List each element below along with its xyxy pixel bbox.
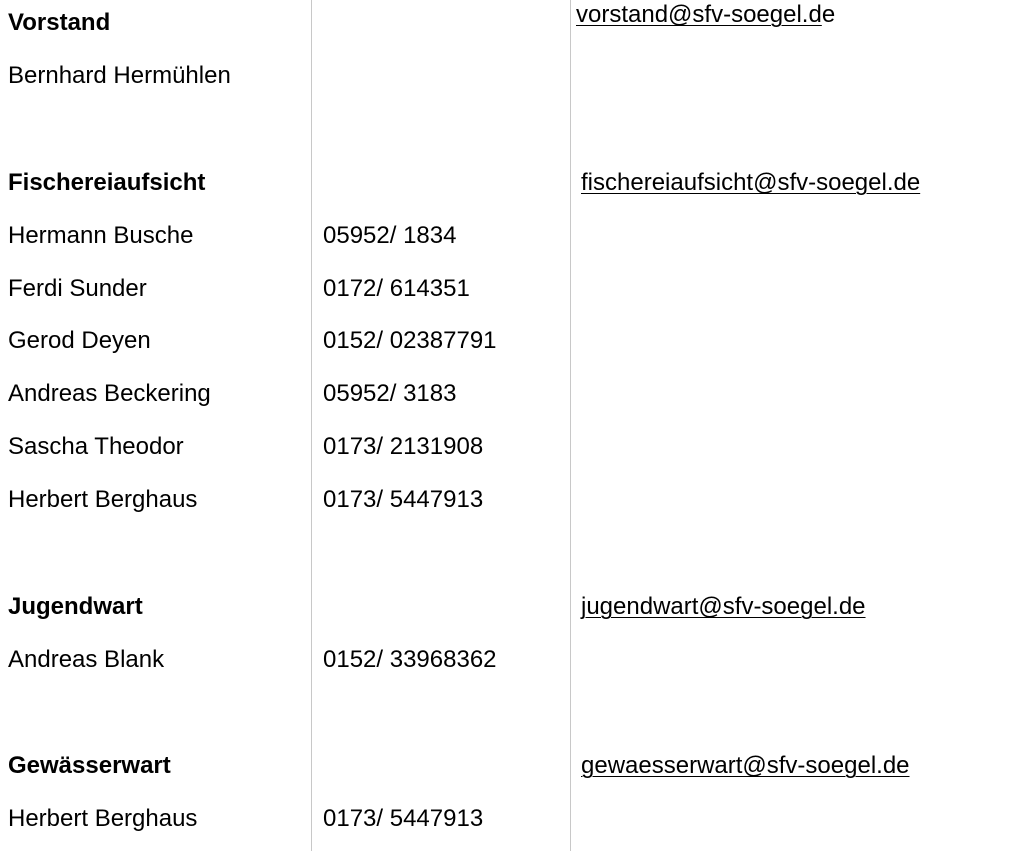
member-name: Gerod Deyen — [8, 327, 151, 354]
member-phone: 0173/ 5447913 — [323, 486, 484, 513]
section-heading-jugendwart: Jugendwart — [8, 593, 143, 620]
section-heading-fischereiaufsicht: Fischereiaufsicht — [8, 169, 206, 196]
email-link-fischereiaufsicht[interactable]: fischereiaufsicht@sfv-soegel.de — [581, 169, 921, 196]
section-heading-vorstand: Vorstand — [8, 9, 111, 36]
member-phone: 0152/ 33968362 — [323, 646, 497, 673]
member-name: Hermann Busche — [8, 222, 194, 249]
email-link-gewaesserwart[interactable]: gewaesserwart@sfv-soegel.de — [581, 752, 910, 779]
member-phone: 0173/ 2131908 — [323, 433, 484, 460]
member-phone: 0152/ 02387791 — [323, 327, 497, 354]
member-name: Ferdi Sunder — [8, 275, 147, 302]
member-name: Herbert Berghaus — [8, 805, 198, 832]
member-phone: 05952/ 1834 — [323, 222, 457, 249]
email-fischereiaufsicht — [581, 169, 920, 197]
member-phone: 0172/ 614351 — [323, 275, 470, 302]
member-name: Andreas Blank — [8, 646, 165, 673]
email-vorstand — [576, 1, 835, 29]
column-divider — [311, 0, 312, 851]
email-link-tail: e — [821, 1, 836, 28]
member-phone: 05952/ 3183 — [323, 380, 457, 407]
email-link-vorstand[interactable]: vorstand@sfv-soegel.d — [576, 1, 822, 28]
member-name: Andreas Beckering — [8, 380, 211, 407]
column-divider — [570, 0, 571, 851]
email-jugendwart — [581, 593, 866, 621]
member-name: Herbert Berghaus — [8, 486, 198, 513]
section-heading-gewaesserwart: Gewässerwart — [8, 752, 171, 779]
member-phone: 0173/ 5447913 — [323, 805, 484, 832]
email-link-jugendwart[interactable]: jugendwart@sfv-soegel.de — [581, 593, 866, 620]
member-name: Sascha Theodor — [8, 433, 184, 460]
member-name: Bernhard Hermühlen — [8, 62, 231, 89]
email-gewaesserwart — [581, 752, 910, 780]
